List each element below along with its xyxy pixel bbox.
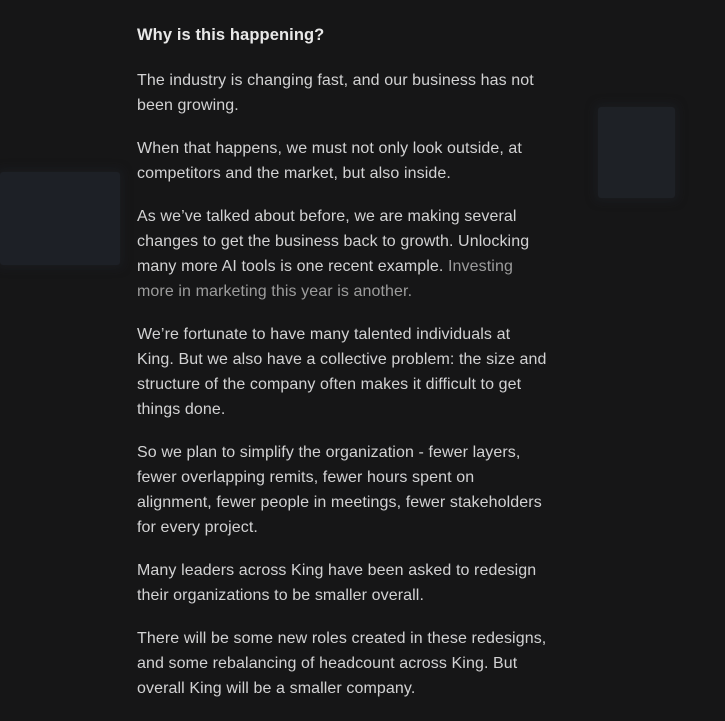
text-line: The industry is changing fast, and our business has not: [137, 72, 534, 89]
dim-text-line: more in marketing this year is another.: [137, 283, 413, 300]
text-line: changes to get the business back to growth. Unlocking: [137, 233, 530, 250]
text-line: for every project.: [137, 519, 258, 536]
text-line: So we plan to simplify the organization - fewer layers,: [137, 444, 521, 461]
text-line: their organizations to be smaller overall.: [137, 587, 425, 604]
body-paragraph: [137, 558, 607, 608]
text-segment: many more AI tools is one recent example.: [137, 258, 449, 275]
text-line: There will be some new roles created in these redesigns,: [137, 630, 547, 647]
text-line: overall King will be a smaller company.: [137, 680, 416, 697]
text-line: King. But we also have a collective problem: the size and: [137, 351, 547, 368]
right-peek-image: [598, 107, 675, 198]
text-line: When that happens, we must not only look outside, at: [137, 140, 522, 157]
text-line: alignment, fewer people in meetings, fewer stakeholders: [137, 494, 542, 511]
text-line: We’re fortunate to have many talented individuals at: [137, 326, 511, 343]
body-paragraph: [137, 626, 607, 701]
body-paragraph: [137, 136, 607, 186]
text-line: things done.: [137, 401, 226, 418]
text-line: As we’ve talked about before, we are making several: [137, 208, 517, 225]
left-peek-image: [0, 172, 120, 265]
text-line: Many leaders across King have been asked to redesign: [137, 562, 537, 579]
text-line: fewer overlapping remits, fewer hours spent on: [137, 469, 475, 486]
body-paragraph: [137, 322, 607, 422]
body-paragraph: [137, 68, 607, 118]
text-line: [137, 254, 607, 279]
text-line: and some rebalancing of headcount across King. But: [137, 655, 518, 672]
body-paragraph: [137, 440, 607, 540]
text-line: competitors and the market, but also inside.: [137, 165, 451, 182]
text-line: structure of the company often makes it difficult to get: [137, 376, 522, 393]
text-line: been growing.: [137, 97, 239, 114]
dim-text-segment: Investing: [448, 258, 513, 275]
body-paragraph: [137, 204, 607, 304]
page-title: Why is this happening?: [137, 26, 325, 44]
memo-content-column: [137, 24, 607, 719]
